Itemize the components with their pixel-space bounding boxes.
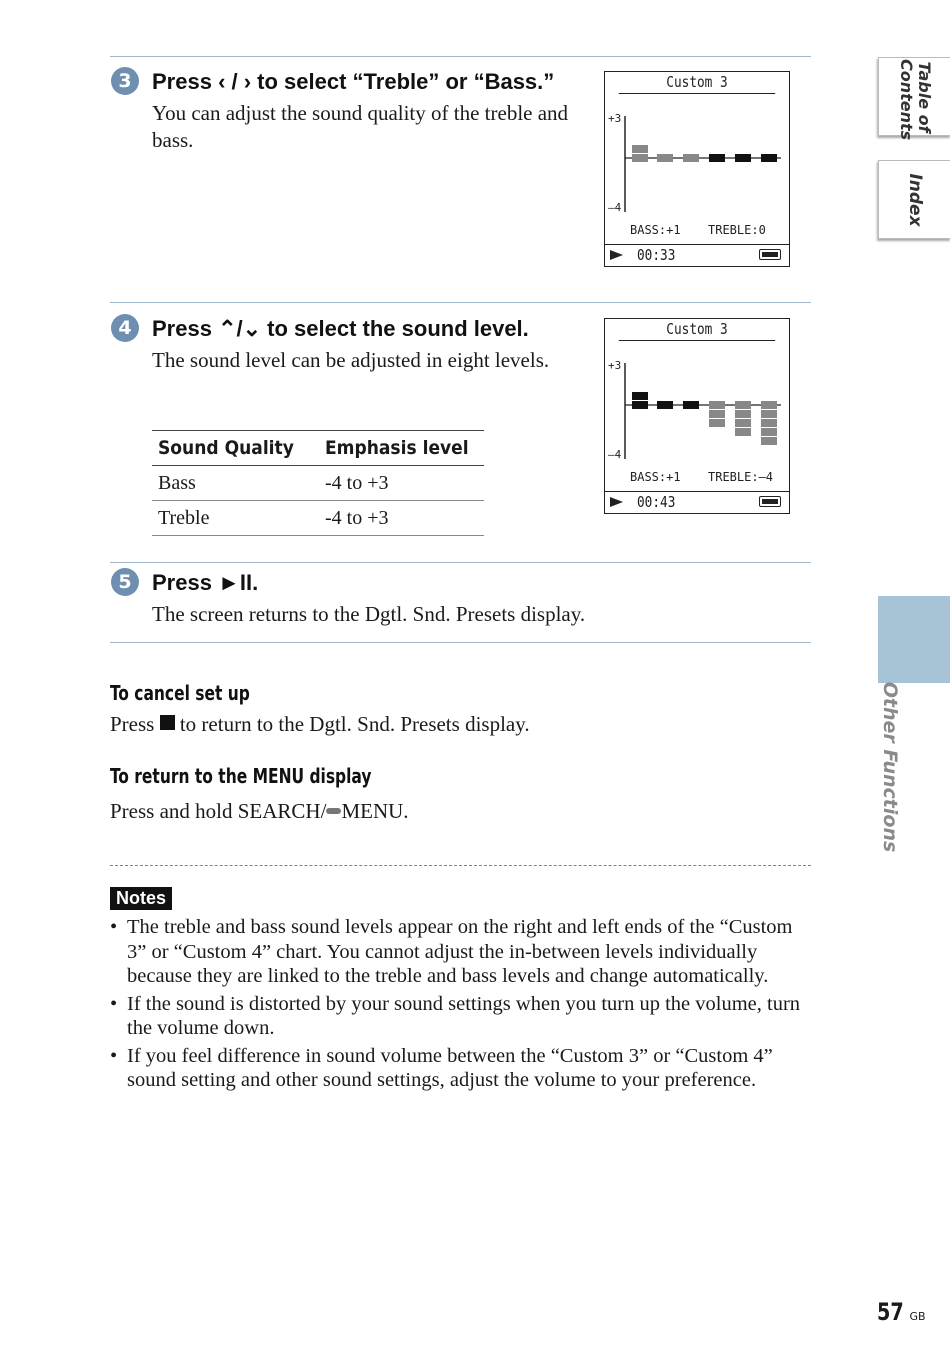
table-row (152, 501, 484, 536)
lcd-top-label: +3 (608, 112, 622, 125)
step4-rule (110, 302, 811, 303)
notes-badge: Notes (110, 887, 172, 910)
index-tab[interactable]: Index (878, 160, 950, 239)
step-4-body: The sound level can be adjusted in eight levels. (152, 348, 550, 372)
eq-band-block (632, 401, 648, 409)
eq-band-block (683, 154, 699, 162)
table-of-contents-tab[interactable]: Table of Contents (878, 57, 950, 136)
lcd-screen-2 (604, 318, 790, 514)
lcd-top-label: +3 (608, 359, 622, 372)
eq-band-block (735, 154, 751, 162)
eq-band-block (683, 401, 699, 409)
eq-band-block (761, 154, 777, 162)
table-row (152, 466, 484, 501)
lcd-time: 00:33 (637, 246, 676, 264)
step5-rule (110, 562, 811, 563)
eq-band-block (761, 410, 777, 418)
eq-band-block (657, 401, 673, 409)
left-right-icon: ‹ / › (218, 69, 252, 94)
sound-quality-table (152, 430, 484, 536)
play-icon (610, 497, 623, 507)
step-4-number: 4 (111, 314, 139, 342)
step-3-heading: Press ‹ / › to select “Treble” or “Bass.” (152, 69, 555, 94)
section-label: Other Functions (879, 681, 901, 853)
lcd-eq-chart (605, 341, 789, 492)
stop-icon (160, 715, 175, 730)
eq-band-block (709, 154, 725, 162)
eq-band-block (761, 428, 777, 436)
list-item: • The treble and bass sound levels appear on the right and left ends of the “Custom 3” or “Custom 4” chart. You cannot adjust the in-between levels individually because they are linked to the treble and bass levels and change automatically. (110, 915, 815, 989)
eq-graph (605, 341, 789, 491)
lcd-treble-label: TREBLE:0 (708, 223, 766, 237)
lcd-eq-chart (605, 94, 789, 245)
step-3-body: You can adjust the sound quality of the treble and bass. (152, 101, 569, 152)
lcd-title: Custom 3 (619, 72, 775, 94)
step-5-number: 5 (111, 568, 139, 596)
eq-band-block (761, 401, 777, 409)
lcd-bottom-label: –4 (608, 201, 622, 214)
table-header: Emphasis level (319, 431, 484, 466)
battery-icon (759, 249, 781, 260)
battery-icon (759, 496, 781, 507)
up-down-icon: ⌃/⌄ (218, 316, 262, 341)
cancel-heading: To cancel set up (110, 681, 250, 705)
step-5-body: The screen returns to the Dgtl. Snd. Presets display. (152, 602, 586, 626)
lcd-bass-label: BASS:+1 (630, 223, 681, 237)
eq-band-block (709, 419, 725, 427)
eq-band-block (632, 154, 648, 162)
table-cell: Bass (152, 466, 319, 501)
eq-band-block (761, 419, 777, 427)
list-item: • If the sound is distorted by your sound settings when you turn up the volume, turn the volume down. (110, 992, 815, 1041)
eq-band-block (735, 401, 751, 409)
step-3-number: 3 (111, 67, 139, 95)
notes-list (110, 915, 815, 1096)
step-4-heading: Press ⌃/⌄ to select the sound level. (152, 316, 529, 341)
play-pause-icon: ►II (218, 570, 253, 595)
lcd-footer (605, 492, 789, 513)
table-cell: -4 to +3 (319, 501, 484, 536)
play-icon (610, 250, 623, 260)
lcd-time: 00:43 (637, 493, 676, 511)
after-step5-rule (110, 642, 811, 643)
menu-dash-icon (326, 808, 341, 814)
eq-band-block (761, 437, 777, 445)
table-header: Sound Quality (152, 431, 319, 466)
notes-divider (110, 865, 811, 866)
eq-band-block (709, 410, 725, 418)
eq-band-block (735, 419, 751, 427)
eq-band-block (632, 392, 648, 400)
lcd-bottom-label: –4 (608, 448, 622, 461)
table-cell: -4 to +3 (319, 466, 484, 501)
section-tab (878, 596, 950, 683)
lcd-screen-1 (604, 71, 790, 267)
eq-graph (605, 94, 789, 244)
return-menu-body: Press and hold SEARCH/ MENU. (110, 799, 409, 823)
eq-band-block (735, 410, 751, 418)
table-cell: Treble (152, 501, 319, 536)
return-menu-heading: To return to the MENU display (110, 764, 372, 788)
eq-band-block (657, 154, 673, 162)
eq-band-block (735, 428, 751, 436)
cancel-body: Press to return to the Dgtl. Snd. Presets display. (110, 712, 530, 736)
lcd-treble-label: TREBLE:–4 (708, 470, 774, 484)
lcd-footer (605, 245, 789, 266)
eq-band-block (632, 145, 648, 153)
table-header-row (152, 431, 484, 466)
lcd-title: Custom 3 (619, 319, 775, 341)
step-5-heading: Press ►II. (152, 570, 259, 595)
list-item: • If you feel difference in sound volume between the “Custom 3” or “Custom 4” sound setting and other sound settings, adjust the volume to your preference. (110, 1044, 815, 1093)
page-number: 57 GB (877, 1298, 926, 1326)
lcd-bass-label: BASS:+1 (630, 470, 681, 484)
eq-band-block (709, 401, 725, 409)
top-rule (110, 56, 811, 57)
